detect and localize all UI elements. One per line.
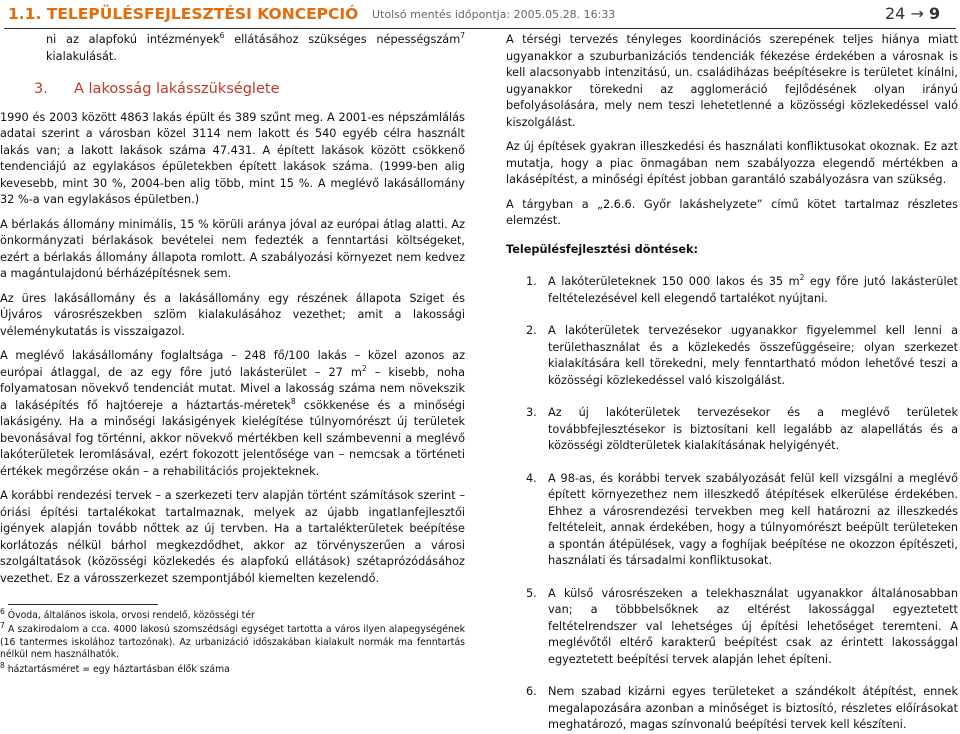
arrow-icon: → (910, 4, 924, 23)
paragraph-2: A bérlakás állomány minimális, 15 % körüli aránya jóval az európai átlag alatti. Az önkormányzati bérlakások bevételei nem fedezték a fenntartási költségeket, ezért a bérlakás állomány állapota romlott. A szabályozási környezet nem kedvez a magántulajdonú bérházépítésnek sem. (0, 217, 466, 280)
footnote-7: $^7$ A szakirodalom a cca. 4000 lakosú szomszédsági egységet tartotta a város ilyen alapegységének (16 tantermes iskolához tartozónak). Az urbanizáció időszakában kialakult normák ma fenntartás nélkül nem használhatók. (0, 620, 465, 661)
right-column (506, 32, 958, 734)
decisions-list (506, 274, 958, 734)
section-number: 3. (34, 81, 48, 97)
footnote-8: $^8$ háztartásméret = egy háztartásban élők száma (0, 660, 230, 675)
list-item: 3. Az új lakóterületek tervezésekor és a meglévő területek továbbfejlesztésekor is biztosítani kell legalább az alapellátás és a közösségi zöldterületek kialakításának helyigényét. (526, 406, 958, 452)
list-item: 4. A 98-as, és korábbi tervek szabályozását felül kell vizsgálni a meglévő épített környezethez nem illeszkedő átépítések elkerülése érdekében. Ehhez a városrendezési tervekben meg kell határozni az illeszkedés feltételeit, annak érdekében, hogy a túlnyomórészt beépült területeken a spontán átépülések, vagy a foghíjak beépítése ne okozzon építészeti, használati és társadalmi konfliktusokat. (526, 471, 958, 567)
paragraph-5: A korábbi rendezési tervek – a szerkezeti terv alapján történt számítások szerint – óriási építési tartalékokat tartalmaznak, melyek az újabb ingatlanfejlesztői igények alapján tovább nőttek az új tervben. Ha a tartalékterületek beépítése korlátozás nélkül bárhol megkezdődhet, akkor az törvényszerűen a városi szolgáltatások (közösségi közlekedés és alapfokú ellátások) szétaprózódásához vezethet. Ez a városszerkezet szempontjából kiemelten kezelendő. (0, 489, 465, 585)
right-paragraph-3: A tárgyban a „2.6.6. Győr lakáshelyzete” című kötet tartalmaz részletes elemzést. (506, 197, 958, 227)
page-header (0, 0, 960, 34)
list-item: 1. A lakóterületeknek 150 000 lakos és 35 $m^2$ egy főre jutó lakásterület feltételezésével kell elegendő tartalékot nyújtani. (526, 273, 958, 305)
page-from: 24 (885, 4, 906, 23)
last-saved-timestamp: Utolsó mentés időpontja: 2005.05.28. 16:33 (372, 8, 616, 21)
chapter-title: 1.1. TELEPÜLÉSFEJLESZTÉSI KONCEPCIÓ (8, 5, 359, 23)
decisions-heading: Településfejlesztési döntések: (506, 242, 699, 256)
section-title: A lakosság lakásszükséglete (74, 81, 280, 97)
paragraph-3: Az üres lakásállomány és a lakásállomány egy részének állapota Sziget és Újváros városrészekben szlöm kialakulásához vezethet; amit a lakossági véleménykutatás is visszaigazol. (0, 291, 465, 338)
right-paragraph-2: Az új építések gyakran illeszkedési és használati konfliktusokat okoznak. Ez azt mutatja, hogy a piac önmagában nem szabályozza elegendő mértékben a lakásépítést, a minőségi építést jobban garantáló szabályozásra van szükség. (506, 140, 958, 186)
paragraph-4: A meglévő lakásállomány foglaltsága – 248 fő/100 lakás – közel azonos az európai átlaggal, de az egy főre jutó lakásterület – 27 $m^2$ – kisebb, noha folyamatosan növekvő tendenciát mutat. Mivel a lakosság száma nem növekszik a lakásépítés fő hajtóereje a háztartás-méretek$^8$ csökkenése és a minőségi lakásigény. Ha a minőségi lakásigények kielégítése túlnyomórészt új területek bevonásával fog történni, akkor növekvő mértékben kell számbevenni a meglévő lakóterületek leromlásával, ezért fokozott jelentősége van – nemcsak a történeti értékek megőrzése okán – a rehabilitációs projekteknek. (0, 349, 465, 478)
section-heading (0, 81, 465, 98)
list-item: 5. A külső városrészeken a telekhasználat ugyanakkor általánosabban van; a többbelsőknek az eltérést lakossággal egyeztetett feltételrendszer val lehetséges új építési lehetőséget teremteni. A meglévőtől eltérő karakterű beépítést csak az érintett lakossággal egyeztetett beépítési tervek alapján lehet építeni. (526, 586, 958, 666)
right-paragraph-1: A térségi tervezés tényleges koordinációs szerepének teljes hiánya miatt ugyanakkor a szuburbanizációs tendenciák fékezése érdekében a városnak is kell alacsonyabb intenzitású, un. családiházas beépítésekre is területet kínálni, ugyanakkor törekedni az agglomeráció fejlődésének olyan irányú befolyásolására, mely nem teszi lehetetlenné a közösségi közlekedéssel való kiszolgálást. (506, 33, 958, 129)
list-item: 6. Nem szabad kizárni egyes területeket a szándékolt átépítést, ennek megalapozására azonban a minőséget is biztosító, részletes előírásokat meghatározó, magas színvonalú beépítési tervek kell készíteni. (526, 685, 958, 731)
list-item: 2. A lakóterületek tervezésekor ugyanakkor figyelemmel kell lenni a területhasználat és a közlekedés összefüggéseire; olyan szerkezet kialakítására kell törekedni, mely fenntartható módon lehetővé teszi a közösségi közlekedéssel való kiszolgálást. (526, 324, 958, 387)
left-column (0, 31, 466, 585)
footnote-divider (8, 604, 158, 605)
intro-paragraph: ni az alapfokú intézmények$^6$ ellátásához szükséges népességszám$^7$ kialakulását. (46, 31, 465, 63)
page-number (885, 4, 940, 23)
page-to: 9 (928, 4, 941, 23)
paragraph-1: 1990 és 2003 között 4863 lakás épült és 389 szűnt meg. A 2001-es népszámlálás adatai szerint a városban közel 3114 nem lakott és 540 egyéb célra használt lakás van; a lakott lakások száma 47.431. A épített lakások között csökkenő tendenciájú az egylakásos épületekben épített lakások száma. (1999-ben alig kevesebb, mint 30 %, 2004-ben alig több, mint 15 %. A meglévő lakásállomány 32 %-a van egylakásos épületben.) (0, 110, 465, 206)
header-divider (4, 28, 956, 29)
footnote-6: $^6$ Óvoda, általános iskola, orvosi rendelő, közösségi tér (0, 606, 255, 621)
